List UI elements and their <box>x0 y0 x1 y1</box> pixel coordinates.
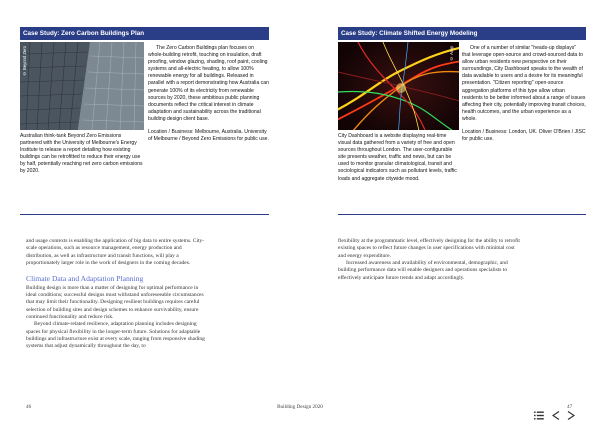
right-body-column <box>338 238 520 282</box>
left-case-photo <box>20 42 144 130</box>
chevron-right-icon[interactable] <box>567 411 575 423</box>
right-case-body-text: One of a number of similar "heads-up displays" that leverage open-source and crowd-sourced data to allow urban residents new perspective on their surroundings, City Dashboard speaks to the wealth of data available to users and a desire for its meaningful presentation. "Citizen reporting" open-source aggregation platforms of this type allow urban residents to be better informed about a range of issues affecting their city, potentially improving transit choices, health outcomes, and the urban experience as a whole. <box>462 45 586 122</box>
left-caption-text: Australian think-tank Beyond Zero Emissions partnered with the University of Melbourne's Energy Institute to release a report detailing how existing buildings can be retrofitted to reduce their energy use by half, potentially reaching net zero carbon emissions by 2020. <box>20 133 143 175</box>
left-page-number: 46 <box>26 404 32 410</box>
chevron-left-icon[interactable] <box>552 411 560 423</box>
right-body-para-2: Increased awareness and availability of environmental, demographic, and building performance data will enable designers and operations specialists to effectively anticipate future trends and adapt accordingly. <box>338 260 508 281</box>
left-case-location: Location / Business: Melbourne, Australia. University of Melbourne / Beyond Zero Emissions for public use. <box>148 129 269 143</box>
menu-list-icon[interactable] <box>534 411 544 423</box>
section-title: Climate Data and Adaptation Planning <box>26 274 144 284</box>
right-case-caption <box>338 133 459 183</box>
right-case-location: Location / Business: London, UK. Oliver O'Brien / JISC for public use. <box>462 129 586 143</box>
right-page-number: 47 <box>567 404 573 410</box>
city-data-map-photo <box>338 42 459 130</box>
left-photo-credit: © Beyond Zero <box>22 46 27 77</box>
right-case-photo <box>338 42 459 130</box>
left-case-body <box>148 45 269 143</box>
right-photo-credit: © Arup <box>449 46 454 61</box>
left-body-para-2: Building design is more than a matter of designing for optimal performance in ideal conditions; successful designs must withstand unforeseeable circumstances that may limit their functionality. Designing resilient buildings requires careful selection of building sites and design schemes to enhance survivability, ensure continued functionality and reduce risk. <box>26 284 204 321</box>
left-case-header <box>20 27 269 40</box>
right-body-para-1: flexibility at the programmatic level, effectively designing for the ability to retrofit existing spaces to reflect future changes in user specifications with minimal cost and energy expenditure. <box>338 238 520 259</box>
left-body-para-3: Beyond climate-related resilience, adaptation planning includes designing spaces for physical flexibility in the longer-term future. Solutions for adaptable buildings and infrastructure exist at every scale, ranging from responsive shading systems that adjust dynamically throughout the day, to <box>26 321 205 350</box>
left-case-rule <box>20 214 269 215</box>
left-body-para-1: and usage contexts is enabling the application of big data to entire systems. City-scale operations, such as resource management, energy production and distribution, as well as infrastructure and transit functions, will play a proportionately larger role in the work of designers in the coming decades. <box>26 238 205 267</box>
running-title: Building Design 2020 <box>277 404 323 410</box>
right-case-header <box>338 27 586 40</box>
left-case-body-text: The Zero Carbon Buildings plan focuses on whole-building retrofit, touching on insulation, draft proofing, window glazing, shading, roof paint, cooling systems and all-electric heating, to allow 100% renewable energy for all buildings. Released in parallel with a report demonstrating how Australia can generate 100% of its electricity from renewable sources by 2020, these ambitious public planning documents reflect the critical interest in climate adaptation and sustainability across the traditional building design client base. <box>148 45 269 122</box>
building-facade-photo <box>20 42 144 130</box>
left-case-header-text: Case Study: Zero Carbon Buildings Plan <box>23 30 145 37</box>
left-body-column <box>26 238 206 351</box>
right-case-body <box>462 45 586 143</box>
left-case-caption <box>20 133 144 176</box>
right-case-header-text: Case Study: Climate Shifted Energy Modeling <box>341 30 478 37</box>
right-caption-text: City Dashboard is a website displaying real-time visual data gathered from a variety of free and open sources throughout London. The user-configurable site presents weather, traffic and news, but can be used to monitor granular climatological, transit and sociological indicators such as pollutant levels, traffic loads and aggregate citywide mood. <box>338 133 457 182</box>
right-case-rule <box>338 214 586 215</box>
